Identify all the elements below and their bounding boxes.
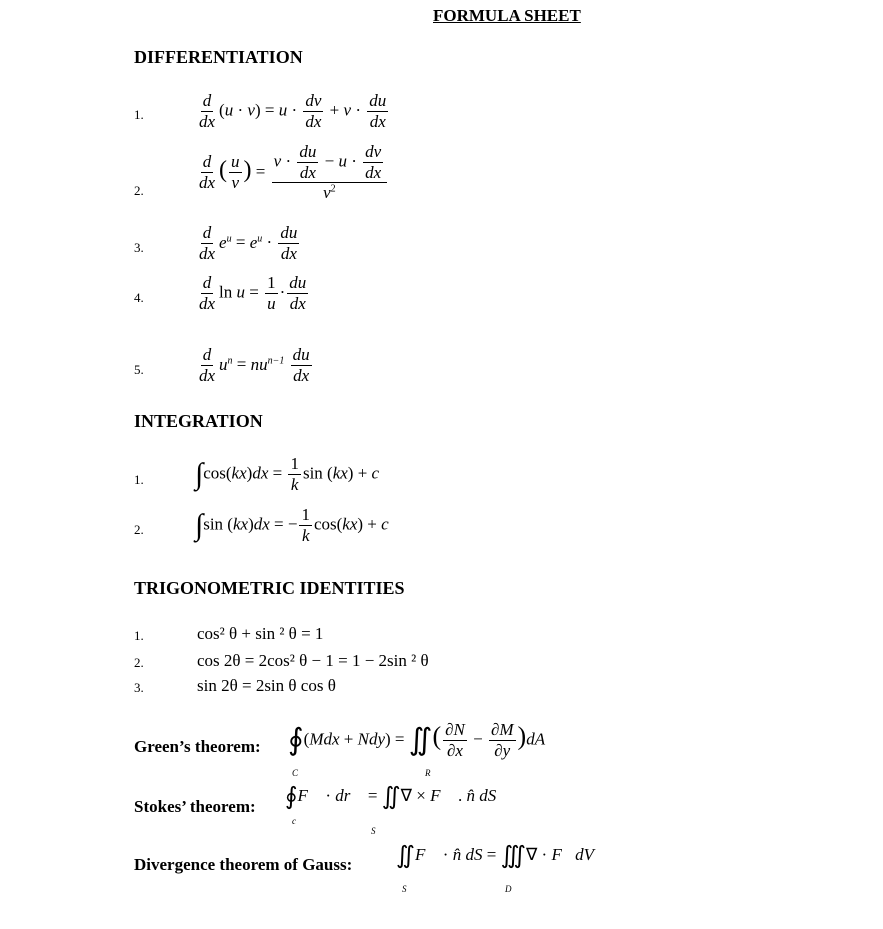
int-number-1: 1. <box>134 472 144 487</box>
gauss-domain-subscript: D <box>505 884 512 894</box>
diff-number-2: 2. <box>134 183 144 198</box>
int-formula-sin: ∫sin (kx)dx = − $\frac{1}{k}$ cos(kx) + c <box>195 505 389 545</box>
stokes-theorem-formula: ∮F⃗ · dr⃗ = ∬∇ × F⃗ . n̂ dS <box>285 784 497 810</box>
trig-identity-sin-double: sin 2θ = 2sin θ cos θ <box>197 676 336 695</box>
greens-contour-subscript: C <box>292 768 299 778</box>
gauss-theorem-label: Divergence theorem of Gauss: <box>134 855 353 874</box>
diff-number-4: 4. <box>134 290 144 305</box>
int-formula-cos: ∫cos(kx)dx = $\frac{1}{k}$ sin (kx) + c <box>195 454 380 494</box>
int-number-2: 2. <box>134 522 144 537</box>
page-title: FORMULA SHEET <box>433 6 581 25</box>
gauss-surface-subscript: S <box>402 884 407 894</box>
section-integration: INTEGRATION <box>134 411 263 431</box>
stokes-theorem-label: Stokes’ theorem: <box>134 797 256 816</box>
greens-theorem-label: Green’s theorem: <box>134 737 261 756</box>
stokes-contour-subscript: c <box>292 816 296 826</box>
diff-formula-logarithm: $\frac{d}{dx}$ ln u = $\frac{1}{u}$ · $\frac{du}{dx}$ <box>199 273 307 313</box>
stokes-surface-subscript: S <box>371 826 376 836</box>
greens-theorem-formula: ∮(Mdx + Ndy) = ∬( $\frac{\partial N}{\partial x}$ − $\frac{\partial M}{\partial y}$ )dA <box>288 720 546 760</box>
trig-number-3: 3. <box>134 680 144 695</box>
diff-number-1: 1. <box>134 107 144 122</box>
section-trig: TRIGONOMETRIC IDENTITIES <box>134 578 405 598</box>
trig-identity-cos-double: cos 2θ = 2cos² θ − 1 = 1 − 2sin ² θ <box>197 651 429 670</box>
diff-number-5: 5. <box>134 362 144 377</box>
diff-formula-exponential: $\frac{d}{dx}$ $e^u = e^u$ · $\frac{du}{dx}$ <box>199 223 298 263</box>
diff-formula-quotient-rule: $\frac{d}{dx}$ ( $\frac{u}{v}$ ) = v · $\frac{du}{dx}$ − u · $\frac{dv}{dx}$ $v^2$ <box>195 143 389 203</box>
gauss-theorem-formula: ∬F⃗ · n̂ dS = ∭∇ · F⃗dV <box>396 843 594 869</box>
trig-number-1: 1. <box>134 628 144 643</box>
diff-number-3: 3. <box>134 240 144 255</box>
section-differentiation: DIFFERENTIATION <box>134 47 303 67</box>
trig-identity-pythagorean: cos² θ + sin ² θ = 1 <box>197 624 324 643</box>
greens-region-subscript: R <box>425 768 431 778</box>
diff-formula-power-rule: $\frac{d}{dx}$ $u^n = nu^{n-1}$ $\frac{du}{dx}$ <box>199 345 310 385</box>
trig-number-2: 2. <box>134 655 144 670</box>
diff-formula-product-rule: $\frac{d}{dx}$ (u · v) = u · $\frac{dv}{dx}$ + v · $\frac{du}{dx}$ <box>199 91 387 131</box>
